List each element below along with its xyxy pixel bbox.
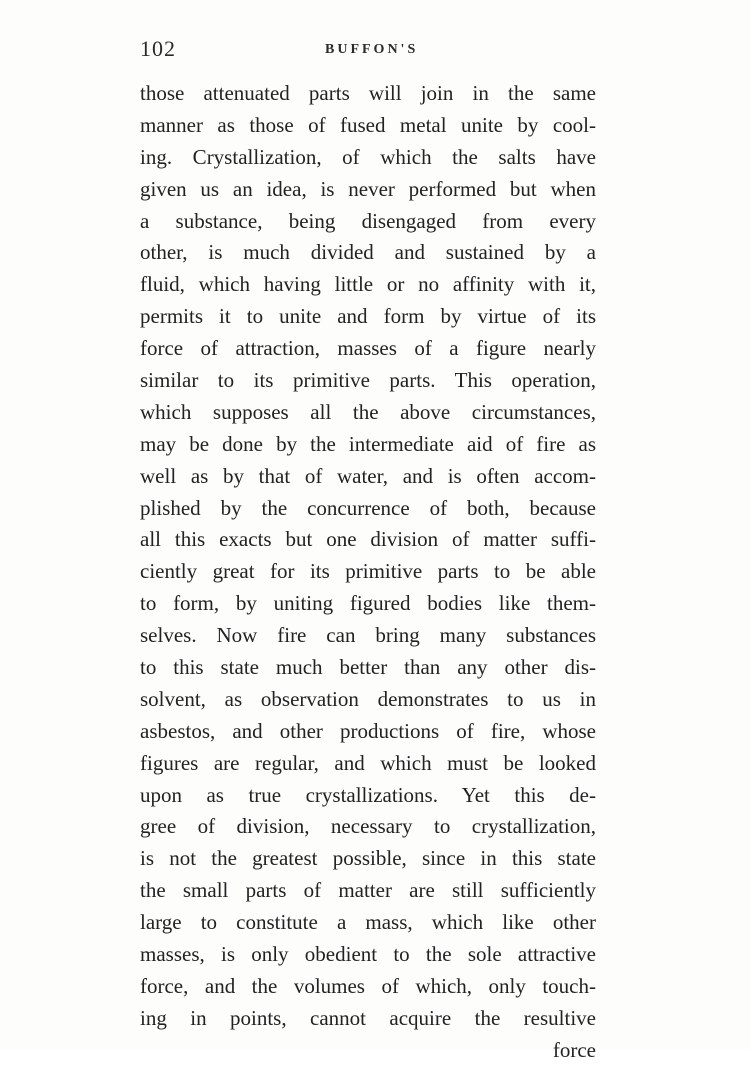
- text-line: may be done by the intermediate aid of fire as: [140, 431, 596, 456]
- text-line: solvent, as observation demonstrates to us in: [140, 686, 596, 711]
- text-line: permits it to unite and form by virtue of its: [140, 304, 596, 329]
- text-line: well as by that of water, and is often accom-: [140, 463, 596, 488]
- page-number: 102: [140, 36, 176, 61]
- text-line: ing in points, cannot acquire the resultive: [140, 1005, 596, 1030]
- text-line: plished by the concurrence of both, because: [140, 495, 596, 520]
- text-line: force of attraction, masses of a figure nearly: [140, 336, 596, 361]
- text-line: upon as true crystallizations. Yet this de-: [140, 782, 596, 807]
- text-line: selves. Now fire can bring many substances: [140, 623, 596, 648]
- text-line: a substance, being disengaged from every: [140, 208, 596, 233]
- text-line: all this exacts but one division of matter suffi-: [140, 527, 596, 552]
- text-line: asbestos, and other productions of fire, whose: [140, 718, 596, 743]
- text-line: masses, is only obedient to the sole attractive: [140, 942, 596, 967]
- running-head: BUFFON'S: [325, 42, 419, 57]
- text-line: other, is much divided and sustained by a: [140, 240, 596, 265]
- text-line: gree of division, necessary to crystallization,: [140, 814, 596, 839]
- text-line: to this state much better than any other dis-: [140, 655, 596, 680]
- text-line: ing. Crystallization, of which the salts have: [140, 144, 596, 169]
- text-line: figures are regular, and which must be looked: [140, 750, 596, 775]
- text-line: which supposes all the above circumstances,: [140, 399, 596, 424]
- text-line: is not the greatest possible, since in this state: [140, 846, 596, 871]
- text-line: those attenuated parts will join in the same: [140, 81, 596, 105]
- body-text: [140, 78, 596, 1067]
- text-line: similar to its primitive parts. This operation,: [140, 368, 596, 393]
- text-line: force, and the volumes of which, only touch-: [140, 973, 596, 998]
- text-line: fluid, which having little or no affinity with it,: [140, 272, 596, 297]
- text-line: the small parts of matter are still sufficiently: [140, 878, 596, 903]
- text-line: manner as those of fused metal unite by cool-: [140, 112, 596, 137]
- catchword: force: [552, 1037, 596, 1062]
- text-line: given us an idea, is never performed but when: [140, 176, 596, 201]
- page-header: [140, 36, 600, 66]
- text-line: ciently great for its primitive parts to be able: [140, 559, 596, 584]
- text-line: large to constitute a mass, which like other: [140, 910, 596, 935]
- text-line: to form, by uniting figured bodies like them-: [140, 591, 596, 616]
